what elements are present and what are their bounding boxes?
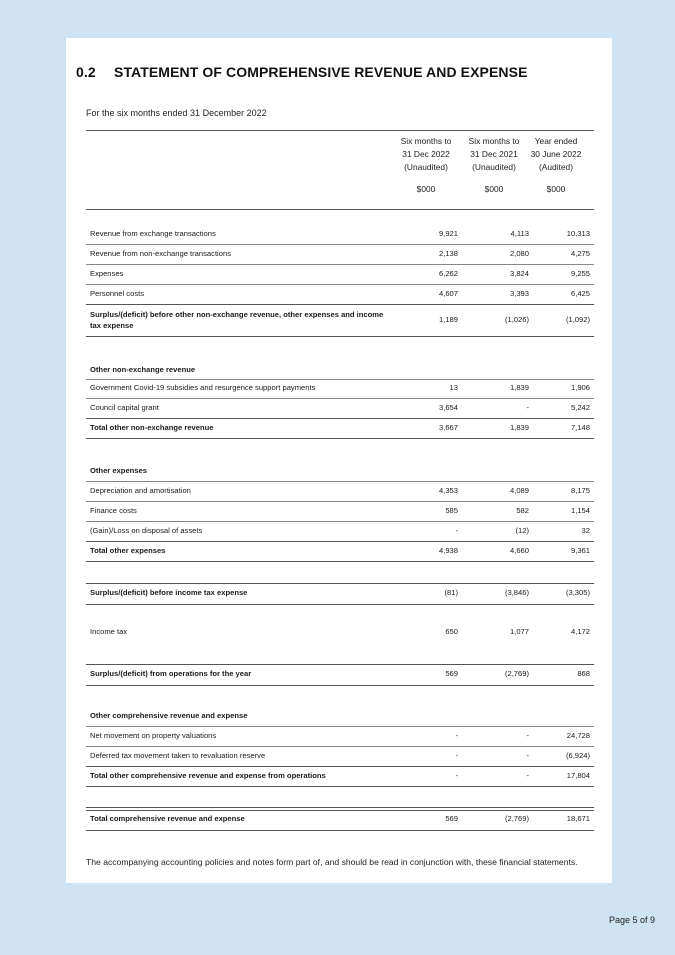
table-row — [86, 482, 594, 500]
cell-2021: - — [526, 771, 529, 780]
cell-2021: - — [526, 751, 529, 760]
period-subtitle: For the six months ended 31 December 2022 — [86, 108, 267, 118]
subtotal-rule — [86, 304, 594, 305]
table-row — [86, 522, 594, 540]
cell-2021: 4,089 — [509, 486, 529, 495]
col3-units: $000 — [546, 184, 566, 194]
row-label: Surplus/(deficit) before other non-exchange revenue, other expenses and income tax expense — [90, 310, 384, 330]
row-label: Total other expenses — [90, 546, 166, 555]
cell-2022: 1,189 — [438, 315, 458, 324]
cell-2021: 3,393 — [509, 289, 529, 298]
section-title: STATEMENT OF COMPREHENSIVE REVENUE AND EXPENSE — [114, 64, 528, 80]
cell-year: 8,175 — [570, 486, 590, 495]
table-row-grand-total — [86, 810, 594, 828]
cell-2022: (81) — [444, 588, 458, 597]
boxed-row-bottom-rule — [86, 685, 594, 686]
col3-line2: 30 June 2022 — [530, 149, 582, 159]
row-label: Revenue from exchange transactions — [90, 229, 216, 238]
cell-2021: - — [526, 403, 529, 412]
cell-2022: 6,262 — [438, 269, 458, 278]
cell-year: 24,728 — [566, 731, 590, 740]
col1-line1: Six months to — [400, 136, 452, 146]
table-row-subtotal — [86, 419, 594, 437]
table-row — [86, 399, 594, 417]
cell-2022: - — [455, 526, 458, 535]
cell-2022: 569 — [445, 669, 458, 678]
cell-2022: 4,607 — [438, 289, 458, 298]
cell-2022: 2,138 — [438, 249, 458, 258]
cell-2022: 650 — [445, 627, 458, 636]
cell-2022: 13 — [449, 383, 458, 392]
cell-2021: (3,846) — [504, 588, 529, 597]
section-heading — [76, 64, 528, 80]
table-row — [86, 379, 594, 397]
table-row — [86, 245, 594, 263]
row-label: Personnel costs — [90, 289, 145, 298]
cell-year: 10,313 — [566, 229, 590, 238]
row-label: Revenue from non-exchange transactions — [90, 249, 231, 258]
table-row-subtotal — [86, 767, 594, 785]
section-number: 0.2 — [76, 64, 96, 80]
col2-line2: 31 Dec 2021 — [470, 149, 518, 159]
cell-year: 6,425 — [570, 289, 590, 298]
table-row — [86, 623, 594, 641]
col1-status: (Unaudited) — [404, 162, 448, 172]
row-label: Net movement on property valuations — [90, 731, 217, 740]
table-row — [86, 285, 594, 303]
section-label-non-exchange: Other non-exchange revenue — [90, 365, 196, 374]
row-label: Council capital grant — [90, 403, 159, 412]
cell-year: 9,255 — [570, 269, 590, 278]
cell-2021: 2,080 — [509, 249, 529, 258]
cell-year: (6,924) — [565, 751, 590, 760]
cell-year: 1,906 — [570, 383, 590, 392]
cell-year: 18,671 — [566, 814, 590, 823]
section-label-other-comprehensive: Other comprehensive revenue and expense — [90, 711, 248, 720]
cell-2022: 4,353 — [438, 486, 458, 495]
subtotal-bottom-rule — [86, 786, 594, 787]
cell-2022: - — [455, 751, 458, 760]
row-label: Depreciation and amortisation — [90, 486, 191, 495]
cell-2021: (12) — [515, 526, 529, 535]
cell-2022: 569 — [445, 814, 458, 823]
table-row — [86, 265, 594, 283]
col2-units: $000 — [484, 184, 504, 194]
column-header-3 — [522, 135, 590, 196]
cell-2022: 9,921 — [438, 229, 458, 238]
cell-2022: 4,938 — [438, 546, 458, 555]
table-row-subtotal — [86, 542, 594, 560]
row-label: Total other non-exchange revenue — [90, 423, 214, 432]
cell-2022: 3,667 — [438, 423, 458, 432]
cell-2021: 1,839 — [509, 383, 529, 392]
cell-2021: (2,769) — [504, 669, 529, 678]
row-label: Deferred tax movement taken to revaluation reserve — [90, 751, 266, 760]
statement-page — [66, 38, 612, 883]
cell-2021: 1,839 — [509, 423, 529, 432]
table-top-rule — [86, 130, 594, 131]
footnote: The accompanying accounting policies and notes form part of, and should be read in conjunction with, these financial statements. — [86, 857, 578, 867]
boxed-row-bottom-rule — [86, 604, 594, 605]
cell-year: 868 — [577, 669, 590, 678]
grand-total-bottom-rule — [86, 830, 594, 831]
header-bottom-rule — [86, 209, 594, 210]
cell-year: 9,361 — [570, 546, 590, 555]
cell-year: 17,804 — [566, 771, 590, 780]
cell-2021: (1,026) — [504, 315, 529, 324]
row-label: Surplus/(deficit) before income tax expense — [90, 588, 248, 597]
cell-2021: 4,113 — [510, 229, 529, 238]
col1-line2: 31 Dec 2022 — [402, 149, 450, 159]
cell-2021: (2,769) — [504, 814, 529, 823]
row-label: (Gain)/Loss on disposal of assets — [90, 526, 203, 535]
row-label: Finance costs — [90, 506, 137, 515]
table-row — [86, 727, 594, 745]
table-row-total — [86, 665, 594, 683]
cell-2022: - — [455, 731, 458, 740]
cell-year: (1,092) — [565, 315, 590, 324]
cell-year: 1,154 — [570, 506, 590, 515]
cell-2021: 3,824 — [509, 269, 529, 278]
cell-2021: 4,660 — [509, 546, 529, 555]
subtotal-bottom-rule — [86, 561, 594, 562]
row-label: Total other comprehensive revenue and expense from operations — [90, 771, 326, 780]
row-label: Surplus/(deficit) from operations for the year — [90, 669, 252, 678]
cell-year: 4,172 — [570, 627, 590, 636]
section-label-other-expenses: Other expenses — [90, 466, 147, 475]
subtotal-bottom-rule — [86, 336, 594, 337]
col3-line1: Year ended — [534, 136, 578, 146]
table-row-subtotal — [86, 306, 594, 334]
col2-line1: Six months to — [468, 136, 520, 146]
subtotal-bottom-rule — [86, 438, 594, 439]
cell-2022: - — [455, 771, 458, 780]
table-row — [86, 225, 594, 243]
page-number: Page 5 of 9 — [608, 915, 655, 925]
row-label: Total comprehensive revenue and expense — [90, 814, 245, 823]
cell-2022: 585 — [445, 506, 458, 515]
table-row — [86, 747, 594, 765]
cell-2021: 582 — [516, 506, 529, 515]
cell-year: 7,148 — [570, 423, 590, 432]
col2-status: (Unaudited) — [472, 162, 516, 172]
cell-year: 4,275 — [570, 249, 590, 258]
col3-status: (Audited) — [539, 162, 573, 172]
cell-2021: - — [526, 731, 529, 740]
cell-year: (3,305) — [565, 588, 590, 597]
grand-total-top-rule — [86, 807, 594, 808]
column-header-2 — [460, 135, 528, 196]
cell-2021: 1,077 — [509, 627, 529, 636]
row-label: Income tax — [90, 627, 128, 636]
row-label: Government Covid-19 subsidies and resurgence support payments — [90, 383, 316, 392]
cell-year: 32 — [581, 526, 590, 535]
col1-units: $000 — [416, 184, 436, 194]
row-label: Expenses — [90, 269, 124, 278]
cell-2022: 3,654 — [438, 403, 458, 412]
table-row — [86, 502, 594, 520]
table-row-total — [86, 584, 594, 602]
cell-year: 5,242 — [570, 403, 590, 412]
column-header-1 — [392, 135, 460, 196]
